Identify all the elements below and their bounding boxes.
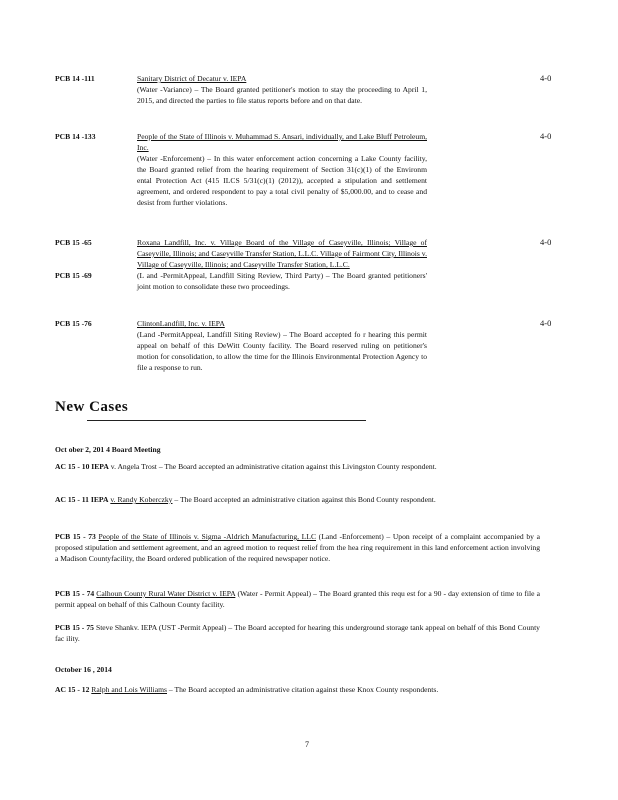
vote-count: 4-0: [540, 73, 552, 83]
case-summary: (Land -Enforcement) – Upon receipt of a complaint accompanied by a proposed stipulation and settlement agreement, and an agreed motion to request relief from the hea ring requirement in this land enforcement action involving a Madison Countyfacility, the Board ordered publication of the required newspaper notice.: [55, 532, 540, 563]
case-body: [137, 131, 427, 208]
docket-number-consolidated: PCB 15 -69: [55, 271, 92, 280]
case-summary: (Land -PermitAppeal, Landfill Siting Review) – The Board accepted fo r hearing this permit appeal on behalf of this DeWitt County facility. The Board reserved ruling on petitioner's motion for consolidation, to allow the time for the Illinois Environmental Protection Agency to file a response to run.: [137, 330, 427, 372]
case-body: [137, 318, 427, 373]
case-summary: – The Board accepted an administrative citation against this Livingston County respondent.: [158, 462, 437, 471]
new-case-pcb-15-74: [55, 588, 540, 610]
vote-count: 4-0: [540, 318, 552, 328]
docket-number: PCB 15 -65: [55, 238, 92, 247]
docket-number: PCB 15 -76: [55, 319, 92, 328]
case-summary: (UST -Permit Appeal) – The Board accepted for hearing this underground storage tank appeal on behalf of this Bond County fac ility.: [55, 623, 540, 643]
case-caption: Calhoun County Rural Water District v. IEPA: [96, 589, 236, 598]
case-caption: v. Randy Koberczky: [110, 495, 173, 504]
docket-number: PCB 15 - 75: [55, 623, 94, 632]
new-case-pcb-15-73: [55, 531, 540, 564]
meeting-date: Oct ober 2, 201 4 Board Meeting: [55, 445, 161, 454]
docket-number: PCB 14 -133: [55, 132, 96, 141]
new-case-ac-15-10: [55, 461, 540, 472]
case-summary: – The Board accepted an administrative citation against this Bond County respondent.: [174, 495, 436, 504]
case-caption: Roxana Landfill, Inc. v. Village Board of the Village of Caseyville, Illinois; Village of Caseyville, Illinois; and Caseyville Transfer Station, L.L.C. Village of Fairmont City, Illinois v. Village of Caseyville, Illinois; and Caseyville Transfer Station, L.L.C.: [137, 238, 427, 269]
case-body: [137, 73, 427, 106]
heading-rule: [87, 420, 366, 421]
section-heading: New Cases: [55, 399, 129, 415]
docket-number: AC 15 - 11 IEPA: [55, 495, 109, 504]
case-caption: Sanitary District of Decatur v. IEPA: [137, 74, 247, 83]
vote-count: 4-0: [540, 237, 552, 247]
case-caption: ClintonLandfill, Inc. v. IEPA: [137, 319, 225, 328]
meeting-date: October 16 , 2014: [55, 665, 112, 674]
case-caption: People of the State of Illinois v. Sigma -Aldrich Manufacturing, LLC: [98, 532, 317, 541]
case-caption: Ralph and Lois Williams: [91, 685, 167, 694]
case-caption: v. Angela Trost: [110, 462, 157, 471]
docket-number: PCB 15 - 73: [55, 532, 96, 541]
docket-number: AC 15 - 12: [55, 685, 90, 694]
new-case-pcb-15-75: [55, 622, 540, 644]
case-summary: (Water - Permit Appeal) – The Board granted this requ est for a 90 - day extension of time to file a permit appeal on behalf of this Calhoun County facility.: [55, 589, 540, 609]
docket-number: PCB 15 - 74: [55, 589, 95, 598]
new-case-ac-15-11: [55, 494, 540, 505]
case-summary: (Water -Enforcement) – In this water enforcement action concerning a Lake County facility, the Board granted relief from the hearing requirement of Section 31(c)(1) of the Environm ental Protection Act (415 ILCS 5/31(c)(1) (2012)), accepted a stipulation and settlement agreement, and ordered respondent to pay a total civil penalty of $5,000.00, and to cease and desist from further violations.: [137, 154, 427, 207]
page-number: 7: [305, 740, 309, 749]
case-caption: Steve Shankv. IEPA: [95, 623, 157, 632]
case-summary: (L and -PermitAppeal, Landfill Siting Review, Third Party) – The Board granted petitioners' joint motion to consolidate these two proceedings.: [137, 271, 427, 291]
docket-number: PCB 14 -111: [55, 74, 95, 83]
case-summary: (Water -Variance) – The Board granted petitioner's motion to stay the proceeding to April 1, 2015, and directed the parties to file status reports before and on that date.: [137, 85, 427, 105]
case-summary: – The Board accepted an administrative citation against these Knox County respondents.: [168, 685, 439, 694]
vote-count: 4-0: [540, 131, 552, 141]
docket-number: AC 15 - 10 IEPA: [55, 462, 109, 471]
case-body: [137, 237, 427, 292]
case-caption: People of the State of Illinois v. Muhammad S. Ansari, individually, and Lake Bluff Petroleum, Inc.: [137, 132, 427, 152]
new-case-ac-15-12: [55, 684, 540, 695]
